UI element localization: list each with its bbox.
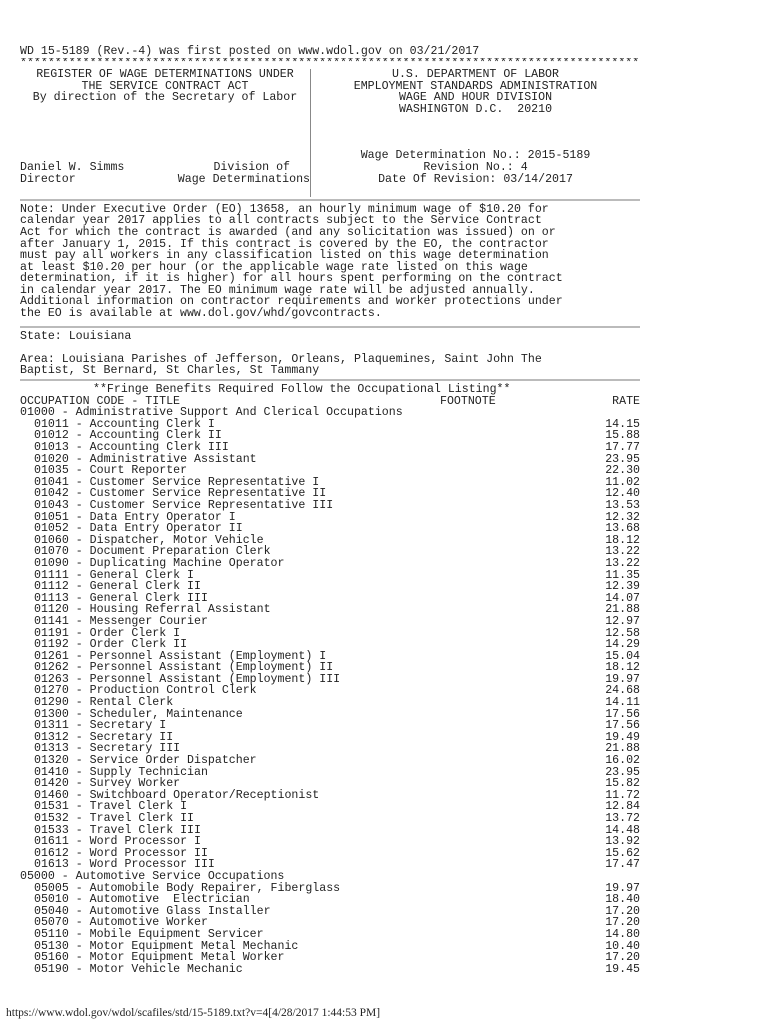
posted-line: WD 15-5189 (Rev.-4) was first posted on www.wdol.gov on 03/21/2017	[20, 45, 480, 58]
occupation-rate: 14.48	[605, 823, 640, 837]
header-block	[20, 69, 640, 197]
occupation-rate: 18.40	[605, 893, 640, 907]
register-subtitle: THE SERVICE CONTRACT ACT	[81, 79, 249, 93]
occupation-code-title: 01532 - Travel Clerk II	[34, 812, 195, 825]
occupation-code-title: 01041 - Customer Service Representative I	[34, 475, 320, 489]
occupation-row	[20, 697, 640, 709]
occupation-row	[20, 929, 640, 941]
occupation-rate: 13.92	[605, 835, 640, 849]
column-rate: RATE	[612, 394, 640, 408]
column-code-title: OCCUPATION CODE - TITLE	[20, 394, 181, 408]
note-line: in calendar year 2017. The EO minimum wage rate will be adjusted annually.	[20, 283, 535, 297]
note-line: at least $10.20 per hour (or the applicable wage rate listed on this wage	[20, 260, 528, 274]
area-line: Area: Louisiana Parishes of Jefferson, Orleans, Plaquemines, Saint John The	[20, 352, 542, 366]
note-line: determination, if it is higher) for all hours spent performing on the contract	[20, 272, 563, 286]
occupation-rate: 15.04	[605, 649, 640, 663]
occupation-code-title: 01313 - Secretary III	[34, 742, 181, 756]
address: WASHINGTON D.C. 20210	[398, 102, 553, 116]
occupation-rate: 12.39	[605, 580, 640, 594]
occupation-rate: 17.47	[605, 858, 640, 872]
occupation-code-title: 01261 - Personnel Assistant (Employment) I	[34, 649, 327, 663]
occupation-rate: 22.30	[605, 464, 640, 478]
occupation-code-title: 01070 - Document Preparation Clerk	[34, 545, 271, 559]
occupation-code-title: 01531 - Travel Clerk I	[34, 800, 188, 814]
occupation-rate: 17.56	[605, 719, 640, 733]
occupation-rate: 12.97	[605, 614, 640, 628]
occupation-code-title: 01042 - Customer Service Representative II	[34, 487, 327, 501]
signer-name: Daniel W. Simms	[20, 160, 125, 174]
occupation-code-title: 01060 - Dispatcher, Motor Vehicle	[34, 533, 264, 547]
occupation-code-title: 01113 - General Clerk III	[34, 591, 208, 605]
occupation-category	[20, 871, 640, 883]
occupation-code-title: 01191 - Order Clerk I	[34, 626, 181, 640]
asterisk-divider: *****************************************************************************************	[20, 57, 640, 70]
occupation-code-title: 01263 - Personnel Assistant (Employment) III	[34, 672, 341, 686]
occupation-code-title: 01112 - General Clerk II	[34, 580, 201, 594]
occupation-rate: 15.88	[605, 429, 640, 443]
occupation-rate: 11.02	[605, 475, 640, 489]
occupation-rate: 13.53	[605, 498, 640, 512]
occupation-code-title: 01000 - Administrative Support And Clerical Occupations	[20, 406, 403, 420]
occupation-rate: 14.80	[605, 927, 640, 941]
header-left	[20, 69, 310, 197]
occupation-rate: 18.12	[605, 661, 640, 675]
occupation-code-title: 01051 - Data Entry Operator I	[34, 510, 236, 524]
occupation-rate: 15.62	[605, 846, 640, 860]
wage-determination-document	[20, 46, 640, 975]
register-direction: By direction of the Secretary of Labor	[32, 91, 298, 105]
occupation-rate: 13.22	[605, 545, 640, 559]
divider	[20, 199, 640, 201]
note-line: Additional information on contractor requirements and worker protections under	[20, 295, 563, 309]
occupation-rate: 13.68	[605, 522, 640, 536]
occupation-rate: 14.15	[605, 417, 640, 431]
occupation-row	[20, 813, 640, 825]
occupation-rate: 12.84	[605, 800, 640, 814]
occupation-rate: 13.22	[605, 556, 640, 570]
occupation-row	[20, 523, 640, 535]
occupation-rate: 19.97	[605, 672, 640, 686]
occupation-row	[20, 558, 640, 570]
occupation-code-title: 01011 - Accounting Clerk I	[34, 417, 215, 431]
occupation-rate: 17.20	[605, 951, 640, 965]
occupation-row	[20, 894, 640, 906]
occupation-rate: 12.40	[605, 487, 640, 501]
occupation-row	[20, 500, 640, 512]
occupation-code-title: 01533 - Travel Clerk III	[34, 823, 201, 837]
note-line: calendar year 2017 applies to all contracts subject to the Service Contract	[20, 214, 542, 228]
occupation-rate: 19.97	[605, 881, 640, 895]
occupation-code-title: 05130 - Motor Equipment Metal Mechanic	[34, 939, 299, 953]
occupation-row	[20, 639, 640, 651]
occupation-rate: 24.68	[605, 684, 640, 698]
occupation-code-title: 01020 - Administrative Assistant	[34, 452, 257, 466]
occupation-row	[20, 442, 640, 454]
occupation-rate: 10.40	[605, 939, 640, 953]
revision-number: Revision No.: 4	[423, 160, 528, 174]
occupation-code-title: 01311 - Secretary I	[34, 719, 167, 733]
header-right	[310, 69, 640, 197]
occupation-code-title: 01262 - Personnel Assistant (Employment) II	[34, 661, 334, 675]
occupation-rate: 15.82	[605, 777, 640, 791]
occupation-code-title: 01300 - Scheduler, Maintenance	[34, 707, 243, 721]
occupation-rate: 21.88	[605, 742, 640, 756]
occupation-rate: 19.45	[605, 962, 640, 976]
occupation-row	[20, 616, 640, 628]
occupation-code-title: 01090 - Duplicating Machine Operator	[34, 556, 285, 570]
occupation-code-title: 01012 - Accounting Clerk II	[34, 429, 222, 443]
occupation-code-title: 01141 - Messenger Courier	[34, 614, 208, 628]
administration: EMPLOYMENT STANDARDS ADMINISTRATION	[353, 79, 598, 93]
area-line: Baptist, St Bernard, St Charles, St Tammany	[20, 364, 320, 378]
signer-title: Director	[20, 172, 76, 186]
occupation-code-title: 01043 - Customer Service Representative III	[34, 498, 334, 512]
occupation-rate: 23.95	[605, 765, 640, 779]
occupation-rate: 17.20	[605, 904, 640, 918]
division-line-2: Wage Determinations	[177, 172, 310, 186]
note-line: must pay all workers in any classification listed on this wage determination	[20, 249, 549, 263]
occupation-rate: 19.49	[605, 730, 640, 744]
occupation-row	[20, 964, 640, 976]
occupation-code-title: 05000 - Automotive Service Occupations	[20, 869, 285, 883]
department: U.S. DEPARTMENT OF LABOR	[392, 68, 559, 82]
eo-note	[20, 204, 640, 320]
occupation-rate: 23.95	[605, 452, 640, 466]
occupation-rate: 11.35	[605, 568, 640, 582]
occupation-row	[20, 581, 640, 593]
occupation-code-title: 01312 - Secretary II	[34, 730, 174, 744]
occupation-code-title: 01013 - Accounting Clerk III	[34, 441, 229, 454]
occupation-code-title: 01035 - Court Reporter	[34, 464, 188, 478]
wd-number: Wage Determination No.: 2015-5189	[360, 149, 591, 163]
occupation-rate: 13.72	[605, 812, 640, 825]
occupation-code-title: 01192 - Order Clerk II	[34, 638, 188, 652]
occupation-code-title: 05040 - Automotive Glass Installer	[34, 904, 271, 918]
occupation-row	[20, 952, 640, 964]
occupation-code-title: 01612 - Word Processor II	[34, 846, 208, 860]
occupation-code-title: 05190 - Motor Vehicle Mechanic	[34, 962, 243, 976]
occupation-rate: 17.77	[605, 441, 640, 454]
occupation-row	[20, 755, 640, 767]
occupation-code-title: 01460 - Switchboard Operator/Receptionist	[34, 788, 320, 802]
occupation-code-title: 05010 - Automotive Electrician	[34, 893, 250, 907]
occupation-code-title: 05160 - Motor Equipment Metal Worker	[34, 951, 285, 965]
column-footnote: FOOTNOTE	[440, 394, 496, 408]
occupation-rate: 17.20	[605, 916, 640, 930]
occupation-code-title: 01120 - Housing Referral Assistant	[34, 603, 271, 617]
occupation-code-title: 01052 - Data Entry Operator II	[34, 522, 243, 536]
revision-date: Date Of Revision: 03/14/2017	[378, 172, 573, 186]
note-line: Act for which the contract is awarded (and any solicitation was issued) on or	[20, 225, 556, 239]
note-line: Note: Under Executive Order (EO) 13658, an hourly minimum wage of $10.20 for	[20, 202, 549, 216]
note-line: the EO is available at www.dol.gov/whd/govcontracts.	[20, 307, 382, 321]
occupation-rate	[560, 871, 640, 883]
occupation-rate: 14.07	[605, 591, 640, 605]
note-line: after January 1, 2015. If this contract is covered by the EO, the contractor	[20, 237, 549, 251]
occupation-rate: 14.11	[605, 696, 640, 710]
occupation-rate: 14.29	[605, 638, 640, 652]
occupation-rate: 16.02	[605, 754, 640, 768]
occupation-rate: 11.72	[605, 788, 640, 802]
occupation-rate: 17.56	[605, 707, 640, 721]
fringe-note: **Fringe Benefits Required Follow the Occupational Listing**	[93, 383, 511, 397]
occupation-code-title: 05070 - Automotive Worker	[34, 916, 208, 930]
occupation-code-title: 01613 - Word Processor III	[34, 858, 215, 872]
occupation-code-title: 01270 - Production Control Clerk	[34, 684, 257, 698]
register-title: REGISTER OF WAGE DETERMINATIONS UNDER	[36, 68, 294, 82]
occupation-code-title: 01320 - Service Order Dispatcher	[34, 754, 257, 768]
page-footer-url: https://www.wdol.gov/wdol/scafiles/std/15-5189.txt?v=4[4/28/2017 1:44:53 PM]	[6, 1007, 381, 1019]
divider	[20, 379, 640, 381]
occupation-code-title: 01420 - Survey Worker	[34, 777, 181, 791]
occupation-rate: 12.58	[605, 626, 640, 640]
occupation-rate: 12.32	[605, 510, 640, 524]
occupation-list	[20, 407, 640, 975]
occupation-code-title: 01410 - Supply Technician	[34, 765, 208, 779]
occupation-code-title: 01290 - Rental Clerk	[34, 696, 174, 710]
occupation-code-title: 01611 - Word Processor I	[34, 835, 201, 849]
divider	[20, 326, 640, 328]
division-line-1: Division of	[213, 160, 290, 174]
occupation-rate: 21.88	[605, 603, 640, 617]
occupation-code-title: 05110 - Mobile Equipment Servicer	[34, 927, 264, 941]
state: State: Louisiana	[20, 329, 132, 343]
division: WAGE AND HOUR DIVISION	[398, 91, 553, 105]
occupation-code-title: 05005 - Automobile Body Repairer, Fiberglass	[34, 881, 341, 895]
occupation-rate: 18.12	[605, 533, 640, 547]
occupation-code-title: 01111 - General Clerk I	[34, 568, 195, 582]
